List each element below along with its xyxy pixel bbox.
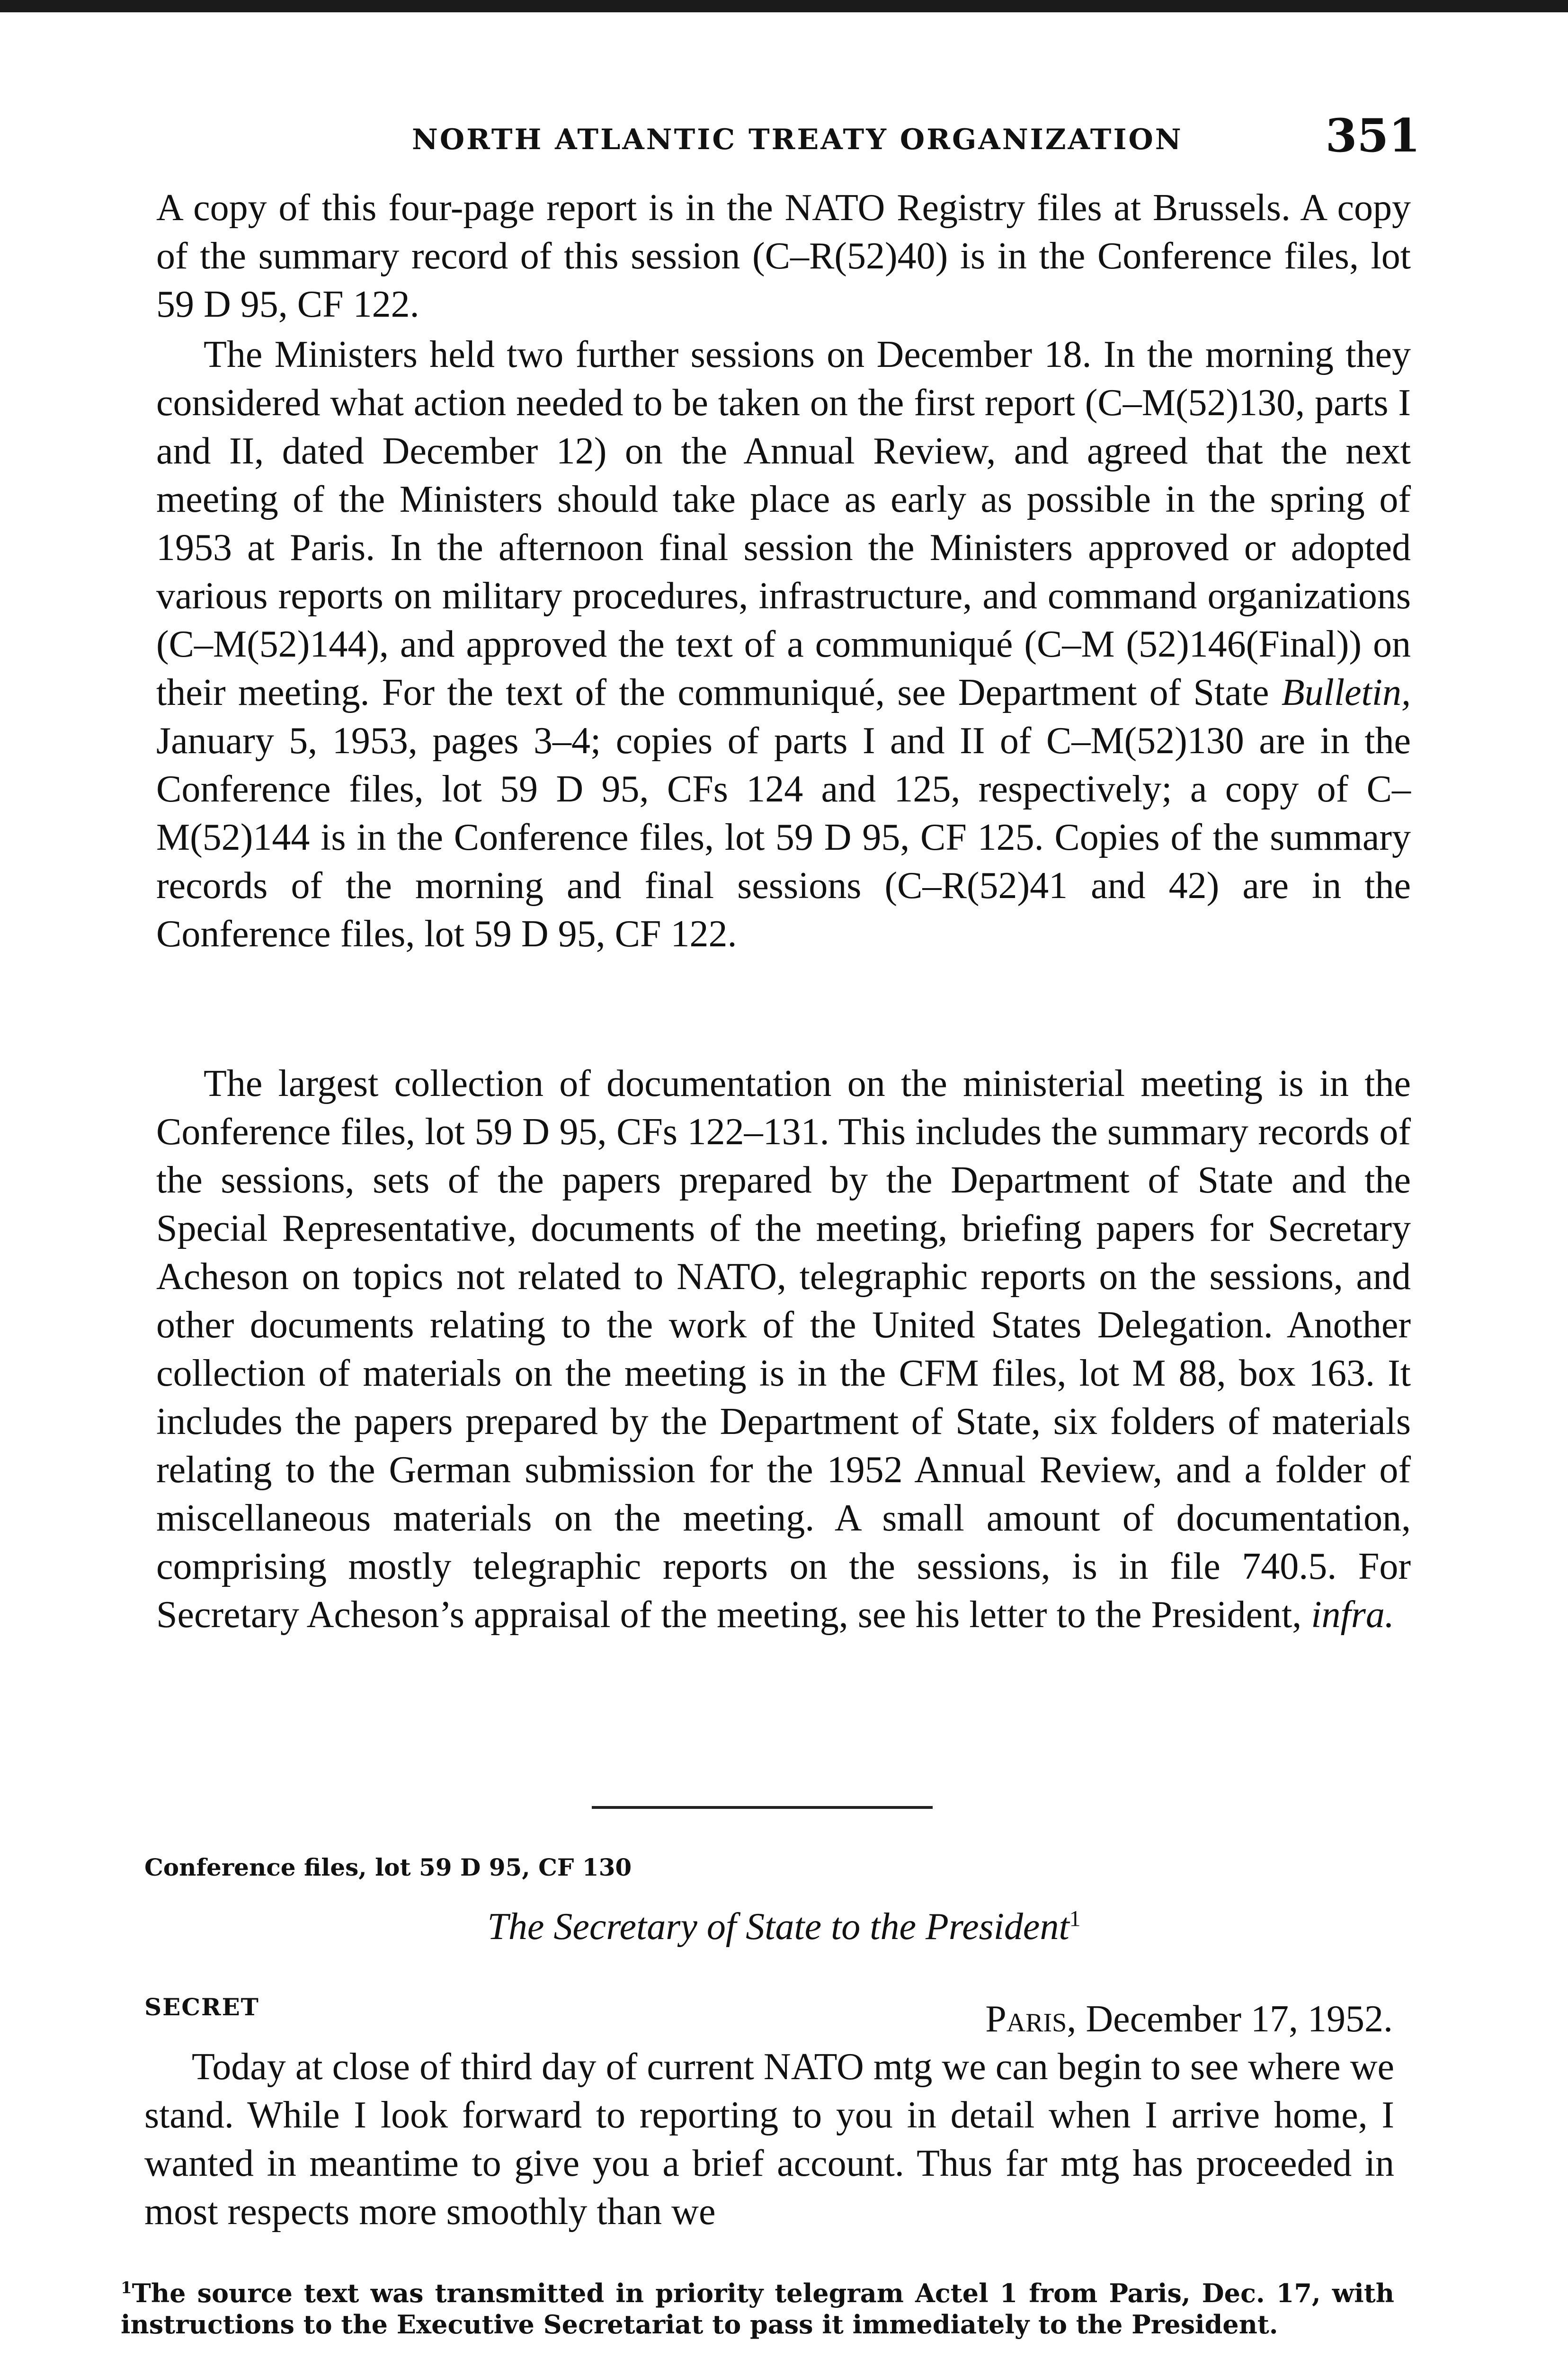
page-header bbox=[170, 109, 1420, 175]
dateline-city: Paris, bbox=[985, 1998, 1077, 2040]
running-title: NORTH ATLANTIC TREATY ORGANIZATION bbox=[412, 123, 1183, 156]
section-divider bbox=[592, 1806, 933, 1809]
document-title bbox=[0, 1905, 1568, 1949]
footnote-marker: 1 bbox=[121, 2278, 132, 2297]
letter-body bbox=[144, 2043, 1394, 2236]
footnote-ref: 1 bbox=[1069, 1906, 1081, 1931]
classification-label: SECRET bbox=[144, 1993, 259, 2021]
paragraph-1-text: A copy of this four-page report is in the NATO Registry files at Brussels. A copy of the summary record of this session (C–R(52)40) is in the Conference files, lot 59 D 95, CF 122. bbox=[156, 187, 1411, 325]
paragraph-3-part-a: The largest collection of documentation on the ministerial meeting is in the Conference files, lot 59 D 95, CFs 122–131. This includes the summary records of the sessions, sets of the papers prepared by the Department of State and the Special Representative, documents of the meeting, briefing papers for Secretary Acheson on topics not related to NATO, telegraphic reports on the sessions, and other documents relating to the work of the United States Delegation. Another collection of materials on the meeting is in the CFM files, lot M 88, box 163. It includes the papers prepared by the Department of State, six folders of materials relating to the German submission for the 1952 Annual Review, and a folder of miscellaneous materials on the meeting. A small amount of documentation, comprising mostly telegraphic reports on the sessions, is in file 740.5. For Secretary Acheson’s appraisal of the meeting, see his letter to the President, bbox=[156, 1063, 1411, 1636]
document-title-text: The Secretary of State to the President bbox=[487, 1906, 1069, 1948]
paragraph-2-text bbox=[156, 330, 1411, 958]
paragraph-1 bbox=[156, 184, 1411, 329]
paragraph-2-part-a: The Ministers held two further sessions on December 18. In the morning they considered what action needed to be taken on the first report (C–M(52)130, parts I and II, dated December 12) on the Annual Review, and agreed that the next meeting of the Ministers should take place as early as possible in the spring of 1953 at Paris. In the afternoon final session the Ministers approved or adopted various reports on military procedures, infrastructure, and command organizations (C–M(52)144), and approved the text of a communiqué (C–M (52)146(Final)) on their meeting. For the text of the communiqué, see Department of State bbox=[156, 334, 1411, 713]
letter-text: Today at close of third day of current NATO mtg we can begin to see where we stand. While I look forward to reporting to you in detail when I arrive home, I wanted in meantime to give you a brief account. Thus far mtg has proceeded in most respects more smoothly than we bbox=[144, 2046, 1394, 2233]
paragraph-2 bbox=[156, 330, 1411, 958]
dateline-date: December 17, 1952. bbox=[1076, 1998, 1393, 2040]
footnote bbox=[121, 2272, 1394, 2340]
page-scan-edge bbox=[0, 0, 1568, 12]
bulletin-italic: Bulletin, bbox=[1281, 672, 1411, 713]
dateline bbox=[985, 1998, 1393, 2041]
document-source: Conference files, lot 59 D 95, CF 130 bbox=[144, 1853, 632, 1881]
footnote-text: The source text was transmitted in priority telegram Actel 1 from Paris, Dec. 17, with instructions to the Executive Secretariat to pass it immediately to the President. bbox=[121, 2278, 1394, 2340]
page-number: 351 bbox=[1325, 109, 1420, 162]
paragraph-3 bbox=[156, 1059, 1411, 1639]
infra-italic: infra. bbox=[1311, 1594, 1394, 1636]
paragraph-3-text bbox=[156, 1059, 1411, 1639]
paragraph-2-part-b: January 5, 1953, pages 3–4; copies of parts I and II of C–M(52)130 are in the Conference files, lot 59 D 95, CFs 124 and 125, respectively; a copy of C–M(52)144 is in the Conference files, lot 59 D 95, CF 125. Copies of the summary records of the morning and final sessions (C–R(52)41 and 42) are in the Conference files, lot 59 D 95, CF 122. bbox=[156, 720, 1411, 955]
